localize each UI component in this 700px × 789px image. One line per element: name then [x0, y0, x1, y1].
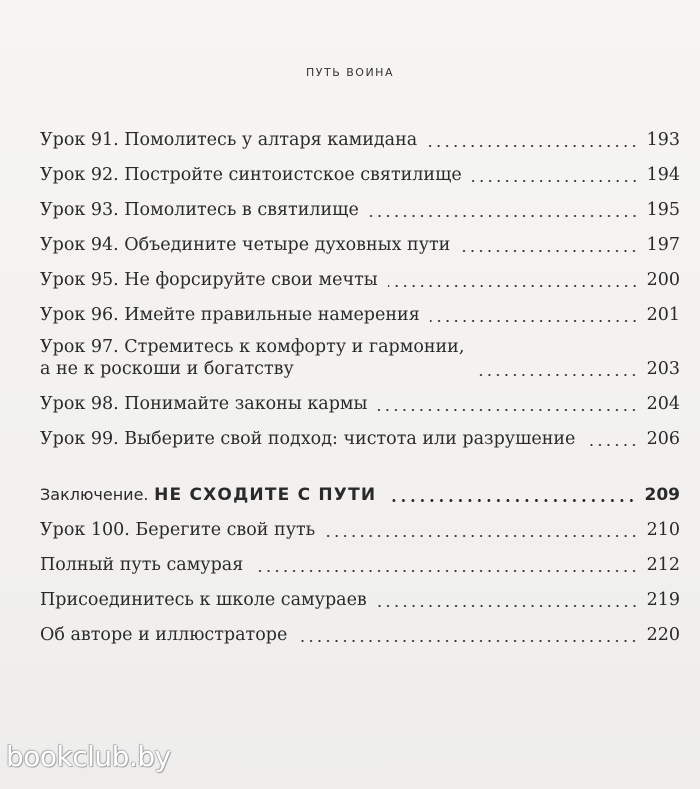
dot-leader — [297, 640, 638, 642]
toc-entry-page: 195 — [646, 200, 680, 220]
toc-entry-title: Урок 98. Понимайте законы кармы — [40, 394, 368, 414]
toc-entry-lesson-95[interactable] — [40, 259, 680, 294]
toc-entry-page: 220 — [646, 625, 680, 645]
conclusion-title — [40, 484, 376, 506]
toc-entry-title: Урок 99. Выберите свой подход: чистота или разрушение — [40, 429, 576, 449]
table-of-contents — [40, 119, 680, 649]
toc-entry-page: 219 — [646, 590, 680, 610]
dot-leader — [474, 374, 638, 376]
dot-leader — [430, 320, 639, 322]
toc-entry-page: 212 — [646, 555, 680, 575]
toc-entry-title: Урок 92. Постройте синтоистское святилище — [40, 165, 462, 185]
dot-leader — [369, 215, 639, 217]
dot-leader — [460, 250, 638, 252]
toc-entry-about-author[interactable] — [40, 614, 680, 649]
toc-entry-title: Полный путь самурая — [40, 555, 244, 575]
toc-entry-page: 194 — [646, 165, 680, 185]
toc-entry-lesson-91[interactable] — [40, 119, 680, 154]
dot-leader — [585, 444, 638, 446]
toc-entry-title: Урок 96. Имейте правильные намерения — [40, 305, 420, 325]
toc-entry-lesson-97[interactable] — [40, 329, 680, 383]
dot-leader — [377, 409, 638, 411]
toc-entry-page: 210 — [646, 520, 680, 540]
toc-entry-title: Урок 93. Помолитесь в святилище — [40, 200, 359, 220]
toc-entry-join-school[interactable] — [40, 579, 680, 614]
toc-entry-title-line-1: Урок 97. Стремитесь к комфорту и гармонии, — [40, 337, 465, 357]
toc-entry-page: 197 — [646, 235, 680, 255]
toc-entry-page: 201 — [646, 305, 680, 325]
toc-entry-title-line-2: а не к роскоши и богатству — [40, 359, 294, 379]
watermark: bookclub.by — [6, 740, 171, 773]
toc-entry-title: Урок 100. Берегите свой путь — [40, 520, 316, 540]
toc-entry-title — [40, 336, 464, 380]
conclusion-page: 209 — [644, 485, 680, 505]
toc-entry-lesson-92[interactable] — [40, 154, 680, 189]
conclusion-heading: НЕ СХОДИТЕ С ПУТИ — [154, 485, 377, 505]
dot-leader — [472, 180, 639, 182]
toc-entry-lesson-93[interactable] — [40, 189, 680, 224]
toc-entry-page: 204 — [646, 394, 680, 414]
dot-leader — [325, 535, 638, 537]
dot-leader — [253, 570, 638, 572]
dot-leader — [427, 145, 638, 147]
toc-entry-full-path[interactable] — [40, 544, 680, 579]
toc-entry-page: 193 — [646, 130, 680, 150]
toc-entry-lesson-96[interactable] — [40, 294, 680, 329]
toc-entry-title: Об авторе и иллюстраторе — [40, 625, 288, 645]
toc-entry-conclusion[interactable] — [40, 473, 680, 509]
dot-leader — [388, 285, 639, 287]
toc-entry-page: 203 — [646, 359, 680, 379]
running-head: ПУТЬ ВОИНА — [306, 66, 394, 79]
toc-entry-lesson-99[interactable] — [40, 418, 680, 453]
toc-entry-title: Присоединитесь к школе самураев — [40, 590, 367, 610]
toc-entry-lesson-98[interactable] — [40, 383, 680, 418]
toc-entry-title: Урок 91. Помолитесь у алтаря камидана — [40, 130, 418, 150]
toc-entry-lesson-94[interactable] — [40, 224, 680, 259]
toc-entry-title: Урок 94. Объедините четыре духовных пути — [40, 235, 451, 255]
toc-entry-title: Урок 95. Не форсируйте свои мечты — [40, 270, 378, 290]
dot-leader — [386, 499, 636, 502]
dot-leader — [377, 605, 639, 607]
toc-entry-page: 206 — [646, 429, 680, 449]
toc-entry-page: 200 — [646, 270, 680, 290]
toc-entry-lesson-100[interactable] — [40, 509, 680, 544]
conclusion-label: Заключение. — [40, 485, 149, 504]
